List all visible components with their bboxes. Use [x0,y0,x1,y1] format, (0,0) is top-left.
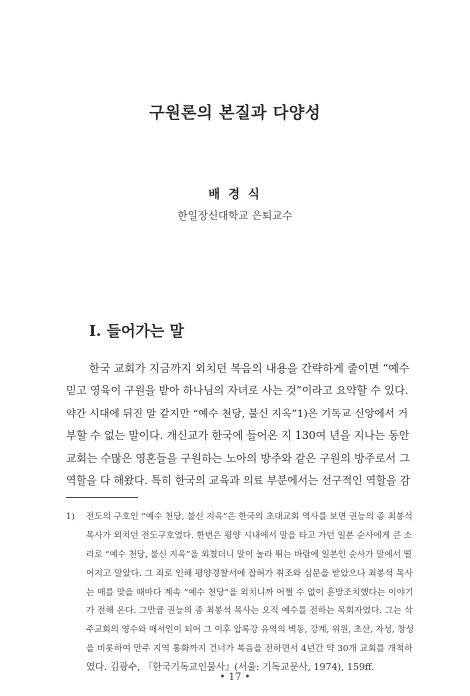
author-affiliation: 한일장신대학교 은퇴교수 [177,210,293,222]
body-text [66,358,411,492]
footnote-line: 어지고 말았다. 그 죄로 인해 평양경찰서에 잡혀가 취조와 심문을 받았으나 최봉석 목사 [86,568,413,579]
author-name: 배 경 식 [208,187,262,201]
body-line: 역할을 다 해왔다. 특히 한국의 교육과 의료 부분에서는 선구적인 역할을 감 [66,474,411,487]
chapter-title: 구원론의 본질과 다양성 [149,103,321,122]
footnote-divider [66,497,138,498]
body-line: 약간 시대에 뒤진 말 같지만 “예수 천당, 불신 지옥”1)은 기독교 신앙에서 거 [66,407,408,420]
section-heading: I. 들어가는 말 [89,322,185,340]
footnote-line: 였다. 김광수, 『한국기독교인물사』(서울: 기독교문사, 1974), 159ff. [86,662,375,674]
body-line: 교회는 수많은 영혼들을 구원하는 노아의 방주와 같은 구원의 방주로서 그 [66,451,410,465]
footnote-line: 는 매를 맞을 때마다 계속 “예수 천당”을 외치니까 어쩔 수 없이 훈방조치했다는 이야기 [86,587,414,598]
footnote-line: 목사가 외치던 전도구호였다. 한번은 평양 시내에서 말을 타고 가던 일본 순사에게 큰 소 [86,530,413,541]
page-number: • 17 • [219,672,251,683]
footnote-number: 1) [66,512,75,522]
footnote-line: 리로 “예수 천당, 불신 지옥”을 외쳤더니 말이 놀라 뛰는 바람에 일본인 순사가 말에서 떨 [86,549,412,560]
body-line: 한국 교회가 지금까지 외치던 복음의 내용을 간략하게 줄이면 “예수 [89,362,410,375]
footnote-line: 전도의 구호인 “예수 천당, 불신 지옥”은 한국의 초대교회 역사를 보면 권능의 종 최봉석 [86,512,413,522]
footnote-line: 가 전해 온다. 그만큼 권능의 종 최봉석 목사는 오직 예수를 전하는 목회자였다. 그는 삭 [86,606,413,617]
body-line: 믿고 영육이 구원을 받아 하나님의 자녀로 사는 것”이라고 요약할 수 있다. [66,384,409,398]
footnote-line: 을 비롯하여 만주 지역 통화까지 건너가 복음을 전하면서 4년간 약 30개 교회를 개척하 [86,644,413,655]
footnote [66,508,414,678]
footnote-line: 주교회의 영수와 매서인이 되어 그 이후 압록강 유역의 벽동, 강계, 위원, 초산, 자성, 창성 [86,625,414,636]
body-line: 부할 수 없는 말이다. 개신교가 한국에 들어온 지 130여 년을 지나는 동안 [66,429,410,443]
